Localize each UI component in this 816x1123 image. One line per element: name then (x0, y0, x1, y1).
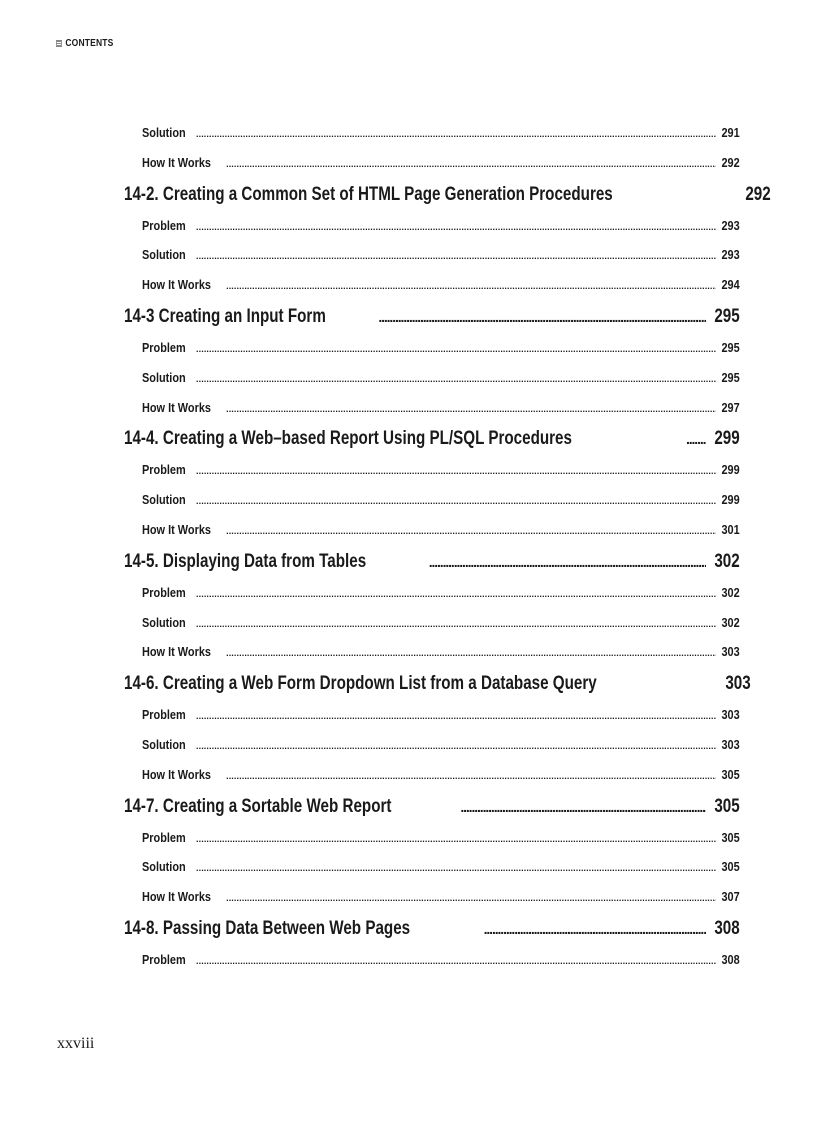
toc-subsection-entry[interactable] (124, 455, 740, 485)
toc-entry-page-number: 303 (725, 673, 751, 695)
toc-entry-page-number: 305 (721, 829, 740, 845)
toc-entry-page-number: 299 (721, 492, 740, 508)
toc-entry-page-number: 295 (714, 305, 740, 327)
toc-section-entry[interactable] (124, 178, 771, 211)
dot-leader (196, 333, 716, 365)
toc-subsection-entry[interactable] (124, 485, 740, 515)
toc-entry-page-number: 302 (721, 584, 740, 600)
toc-entry-title: Problem (142, 217, 186, 233)
toc-entry-title: Solution (142, 736, 186, 752)
dot-leader (226, 393, 716, 425)
dot-leader (686, 422, 706, 456)
toc-entry-page-number: 295 (721, 339, 740, 355)
toc-subsection-entry[interactable] (124, 730, 740, 760)
running-header-label: CONTENTS (65, 38, 114, 49)
dot-leader (196, 455, 716, 487)
toc-entry-page-number: 291 (721, 125, 740, 140)
toc-entry-title: Solution (142, 125, 186, 140)
toc-entry-title: How It Works (142, 766, 211, 782)
dot-leader (196, 823, 716, 855)
toc-entry-title: 14-6. Creating a Web Form Dropdown List from a Database Query (124, 673, 597, 695)
toc-entry-page-number: 302 (714, 550, 740, 572)
dot-leader (226, 270, 716, 302)
toc-subsection-entry[interactable] (124, 270, 740, 300)
toc-entry-page-number: 303 (721, 644, 740, 660)
toc-subsection-entry[interactable] (124, 578, 740, 608)
dot-leader (226, 515, 716, 547)
toc-section-entry[interactable] (124, 300, 740, 333)
toc-subsection-entry[interactable] (124, 852, 740, 882)
dot-leader (196, 852, 716, 884)
dot-leader (484, 912, 707, 946)
toc-entry-title: 14-7. Creating a Sortable Web Report (124, 795, 392, 817)
toc-subsection-entry[interactable] (124, 760, 740, 790)
toc-section-entry[interactable] (124, 912, 740, 945)
toc-section-entry[interactable] (124, 667, 751, 700)
toc-entry-title: How It Works (142, 277, 211, 293)
toc-entry-title: Solution (142, 247, 186, 263)
toc-section-entry[interactable] (124, 422, 740, 455)
toc-subsection-entry[interactable] (124, 608, 740, 638)
toc-entry-title: Problem (142, 951, 186, 967)
toc-entry-title: How It Works (142, 154, 211, 170)
dot-leader (196, 485, 716, 517)
dot-leader (378, 300, 706, 334)
toc-entry-page-number: 299 (714, 428, 740, 450)
toc-entry-page-number: 305 (721, 766, 740, 782)
toc-entry-title: 14-4. Creating a Web–based Report Using PL/SQL Procedures (124, 428, 572, 450)
dot-leader (226, 148, 716, 180)
toc-subsection-entry[interactable] (124, 240, 740, 270)
toc-entry-title: How It Works (142, 521, 211, 537)
header-marker-icon (56, 40, 62, 47)
toc-entry-title: Problem (142, 584, 186, 600)
toc-entry-page-number: 293 (721, 217, 740, 233)
toc-subsection-entry[interactable] (124, 882, 740, 912)
dot-leader (196, 578, 716, 610)
dot-leader (226, 882, 716, 914)
toc-entry-title: Problem (142, 829, 186, 845)
toc-entry-title: How It Works (142, 644, 211, 660)
dot-leader (196, 240, 716, 272)
page-number: xxviii (57, 1035, 95, 1052)
toc-entry-page-number: 308 (714, 917, 740, 939)
dot-leader (226, 760, 716, 792)
toc-subsection-entry[interactable] (124, 393, 740, 423)
toc-entry-page-number: 292 (745, 183, 771, 205)
toc-entry-title: 14-3 Creating an Input Form (124, 305, 326, 327)
toc-entry-page-number: 301 (721, 521, 740, 537)
dot-leader (196, 730, 716, 762)
toc-entry-title: Problem (142, 462, 186, 478)
toc-entry-title: Solution (142, 859, 186, 875)
toc-entry-page-number: 303 (721, 736, 740, 752)
toc-entry-page-number: 305 (721, 859, 740, 875)
toc-entry-page-number: 294 (721, 277, 740, 293)
toc-subsection-entry[interactable] (124, 118, 740, 148)
toc-entry-page-number: 299 (721, 462, 740, 478)
toc-subsection-entry[interactable] (124, 515, 740, 545)
toc-section-entry[interactable] (124, 545, 740, 578)
toc-subsection-entry[interactable] (124, 823, 740, 853)
dot-leader (196, 211, 716, 243)
toc-entry-title: Problem (142, 339, 186, 355)
toc-entry-page-number: 307 (721, 889, 740, 905)
toc-entry-page-number: 297 (721, 399, 740, 415)
dot-leader (196, 945, 716, 977)
toc-entry-page-number: 308 (721, 951, 740, 967)
toc-entry-page-number: 303 (721, 707, 740, 723)
dot-leader (196, 363, 716, 395)
toc-entry-title: How It Works (142, 399, 211, 415)
toc-entry-title: Solution (142, 492, 186, 508)
toc-subsection-entry[interactable] (124, 211, 740, 241)
toc-entry-title: Solution (142, 369, 186, 385)
toc-subsection-entry[interactable] (124, 945, 740, 975)
toc-subsection-entry[interactable] (124, 333, 740, 363)
toc-entry-title: 14-2. Creating a Common Set of HTML Page Generation Procedures (124, 183, 613, 205)
toc-entry-page-number: 295 (721, 369, 740, 385)
toc-section-entry[interactable] (124, 790, 740, 823)
toc-subsection-entry[interactable] (124, 363, 740, 393)
toc-entry-title: Solution (142, 614, 186, 630)
toc-entry-title: Problem (142, 707, 186, 723)
toc-subsection-entry[interactable] (124, 637, 740, 667)
toc-entry-page-number: 292 (721, 154, 740, 170)
toc-entry-page-number: 293 (721, 247, 740, 263)
toc-entry-title: How It Works (142, 889, 211, 905)
toc-entry-title: 14-8. Passing Data Between Web Pages (124, 917, 411, 939)
dot-leader (460, 790, 706, 824)
dot-leader (196, 608, 716, 640)
toc-subsection-entry[interactable] (124, 700, 740, 730)
running-header (56, 38, 113, 49)
dot-leader (196, 700, 716, 732)
toc-subsection-entry[interactable] (124, 148, 740, 178)
dot-leader (429, 545, 707, 579)
toc-entry-page-number: 305 (714, 795, 740, 817)
toc-entry-page-number: 302 (721, 614, 740, 630)
dot-leader (196, 118, 716, 150)
toc-entry-title: 14-5. Displaying Data from Tables (124, 550, 367, 572)
table-of-contents (124, 118, 771, 975)
dot-leader (226, 637, 716, 669)
